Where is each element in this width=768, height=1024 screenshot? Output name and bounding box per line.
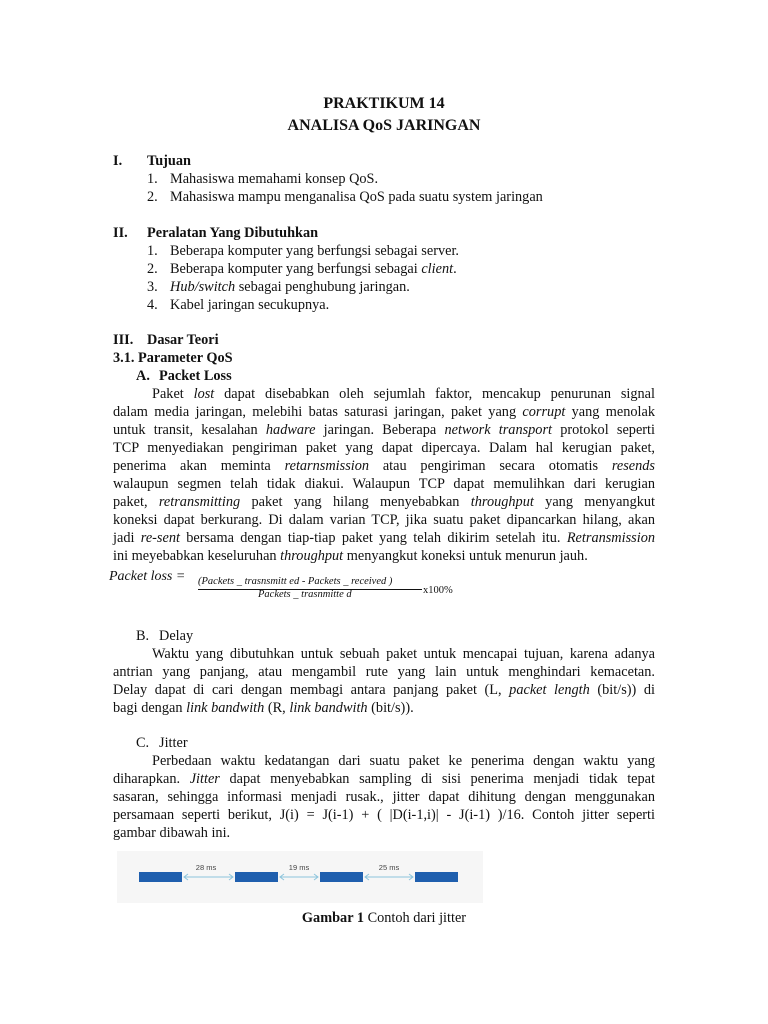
- document-title: PRAKTIKUM 14: [323, 95, 445, 112]
- delay-paragraph: [113, 645, 655, 717]
- paragraph-line: koneksi dapat berkurang. Di dalam varian TCP, jika suatu paket dipancarkan hilang, akan: [113, 512, 655, 528]
- paragraph-line: untuk transit, kesalahan hadware jaringan. Beberapa network transport protokol seperti: [113, 422, 655, 438]
- paragraph-line: jadi re-sent bersama dengan tiap-tiap paket yang telah dikirim setelah itu. Retransmission: [113, 530, 655, 546]
- formula-denominator: Packets _ trasnmitte d: [258, 589, 352, 600]
- section-1-number: I.: [113, 153, 123, 169]
- list-item-number: 4.: [147, 297, 158, 313]
- list-item: Beberapa komputer yang berfungsi sebagai client.: [170, 261, 457, 277]
- paragraph-line: walaupun segmen telah tidak diakui. Walaupun TCP dapat memulihkan dari kerugian: [113, 476, 655, 492]
- jitter-figure: [117, 851, 483, 903]
- section-3-number: III.: [113, 332, 134, 348]
- list-item: Kabel jaringan secukupnya.: [170, 297, 330, 313]
- packet-block: [235, 872, 278, 882]
- paragraph-line: Delay dapat di cari dengan membagi antara panjang paket (L, packet length (bit/s)) di: [113, 682, 655, 698]
- packet-block: [415, 872, 458, 882]
- paragraph-line: TCP menyediakan pengiriman paket yang dapat dipercaya. Dalam hal kerugian paket,: [113, 440, 655, 456]
- paragraph-line: paket, retransmitting paket yang hilang menyebabkan throughput yang menyangkut: [113, 494, 655, 510]
- gap-label: 28 ms: [195, 863, 217, 872]
- paragraph-line: Waktu yang dibutuhkan untuk sebuah paket untuk mencapai tujuan, karena adanya: [152, 646, 655, 662]
- packet-block: [139, 872, 182, 882]
- list-item-number: 2.: [147, 189, 158, 205]
- formula-lhs: Packet loss =: [109, 569, 186, 584]
- formula-factor: x100%: [423, 585, 453, 596]
- subsection-c-heading: Jitter: [159, 735, 188, 751]
- list-item-number: 1.: [147, 243, 158, 259]
- paragraph-line: Paket lost dapat disebabkan oleh sejumlah faktor, mencakup penurunan signal: [152, 386, 656, 402]
- section-2-number: II.: [113, 225, 128, 241]
- paragraph-line: persamaan seperti berikut, J(i) = J(i-1) + ( |D(i-1,i)| - J(i-1) )/16. Contoh jitter seperti: [113, 807, 655, 823]
- gap-label: 19 ms: [288, 863, 310, 872]
- paragraph-line: ini meyebabkan keseluruhan throughput menyangkut koneksi untuk menurun jauh.: [113, 548, 588, 564]
- list-item: Mahasiswa mampu menganalisa QoS pada suatu system jaringan: [170, 189, 543, 205]
- list-item-number: 2.: [147, 261, 158, 277]
- packet-loss-paragraph: [113, 385, 655, 565]
- document-subtitle: ANALISA QoS JARINGAN: [287, 117, 481, 134]
- subsection-b-heading: Delay: [159, 628, 194, 644]
- subsection-c-label: C.: [136, 735, 150, 751]
- list-item-number: 3.: [147, 279, 158, 295]
- subsection-a-label: A.: [136, 368, 150, 384]
- list-item: Beberapa komputer yang berfungsi sebagai server.: [170, 243, 460, 259]
- list-item: Hub/switch sebagai penghubung jaringan.: [170, 279, 410, 295]
- packet-block: [320, 872, 363, 882]
- section-1-heading: Tujuan: [147, 153, 191, 169]
- paragraph-line: gambar dibawah ini.: [113, 825, 231, 841]
- list-item-number: 1.: [147, 171, 158, 187]
- list-item: Mahasiswa memahami konsep QoS.: [170, 171, 379, 187]
- figure-caption: Gambar 1 Contoh dari jitter: [301, 910, 467, 926]
- subsection-b-label: B.: [136, 628, 150, 644]
- subsection-a-heading: Packet Loss: [159, 368, 232, 384]
- section-3-heading: Dasar Teori: [147, 332, 219, 348]
- subsection-heading: 3.1. Parameter QoS: [113, 350, 233, 366]
- paragraph-line: dalam media jaringan, melebihi batas saturasi jaringan, paket yang corrupt yang menolak: [113, 404, 655, 420]
- paragraph-line: sasaran, sehingga informasi menjadi rusak., jitter dapat dihitung dengan menggunakan: [113, 789, 655, 805]
- jitter-paragraph: [113, 752, 655, 842]
- paragraph-line: Perbedaan waktu kedatangan dari suatu paket ke penerima dengan waktu yang: [152, 753, 655, 769]
- gap-label: 25 ms: [378, 863, 400, 872]
- paragraph-line: penerima akan meminta retarnsmission atau pengiriman secara otomatis resends: [113, 458, 655, 474]
- paragraph-line: bagi dengan link bandwith (R, link bandwith (bit/s)).: [113, 700, 414, 716]
- section-2-heading: Peralatan Yang Dibutuhkan: [147, 225, 319, 241]
- formula-numerator: (Packets _ trasnsmitt ed - Packets _ received ): [198, 576, 393, 587]
- paragraph-line: diharapkan. Jitter dapat menyebabkan sampling di sisi penerima menjadi tidak tepat: [113, 771, 655, 787]
- paragraph-line: antrian yang panjang, atau mengambil rute yang lain untuk menghindari kemacetan.: [113, 664, 655, 680]
